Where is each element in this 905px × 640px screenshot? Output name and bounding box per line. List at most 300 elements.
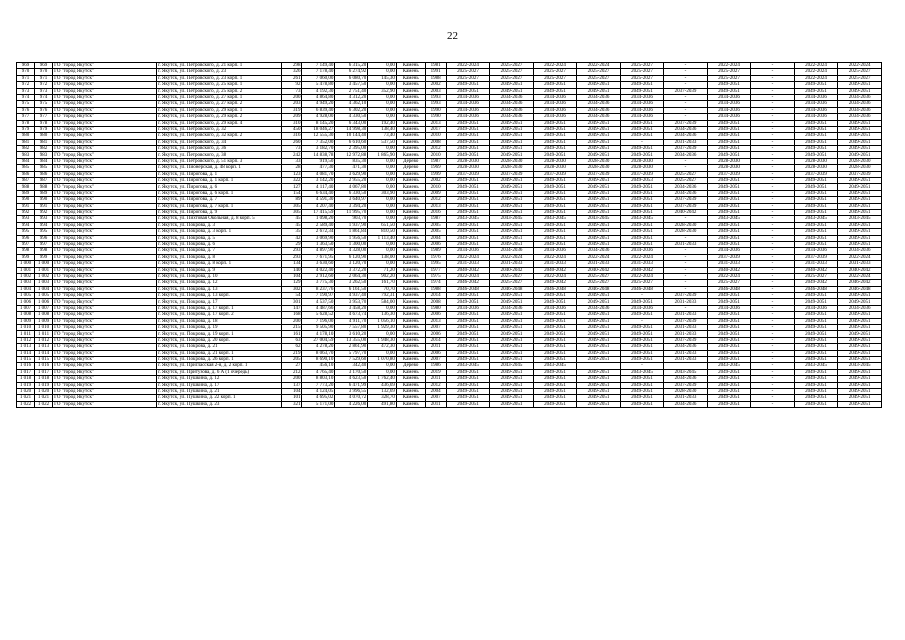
cell-municipality: ГО "город Якутск" [53,356,157,362]
cell-period-electric: 2049-2051 [707,178,751,184]
cell-period-roof: 2034-2036 [446,107,490,113]
cell-nonresidential-area: 491,80 [368,401,397,407]
cell-living-area: 13 355,00 [335,337,368,343]
cell-period-roof: 2049-2051 [446,344,490,350]
cell-residents: 62 [282,344,302,350]
cell-period-electric: 2049-2051 [707,190,751,196]
cell-address: г. Якутск, ул. Покрова, д. 3 корп. 1 [157,229,282,235]
cell-total-area: 2 912,60 [302,273,335,279]
cell-total-area: 14 838,78 [302,152,335,158]
cell-municipality: ГО "город Якутск" [53,363,157,369]
cell-period-gas: - [751,152,795,158]
cell-period-facade: 2049-2051 [490,337,534,343]
cell-period-gas: - [751,184,795,190]
cell-object-id: 1 017 [35,369,53,375]
cell-period-sewer: 2049-2051 [620,190,664,196]
cell-total-area: 4 695,02 [302,395,335,401]
cell-period-elevator: 2031-2033 [664,312,708,318]
cell-municipality: ГО "город Якутск" [53,107,157,113]
cell-build-year: 2007 [425,325,446,331]
cell-period-elevator: - [664,280,708,286]
cell-residents: 73 [282,88,302,94]
cell-period-foundation: 2049-2051 [838,350,882,356]
cell-address: г. Якутск, ул. Покрова, д. 8 [157,254,282,260]
cell-period-electric: 2049-2051 [707,139,751,145]
cell-period-water: 2049-2051 [577,350,621,356]
cell-period-electric: 2049-2051 [707,203,751,209]
cell-period-foundation: 2043-2045 [838,363,882,369]
cell-period-elevator: 2031-2033 [664,350,708,356]
cell-period-water: 2022-2024 [577,254,621,260]
cell-wall-material: Дерево [396,165,425,171]
cell-period-water: 2034-2036 [577,101,621,107]
cell-period-foundation: 2046-2042 [838,280,882,286]
cell-object-id: 971 [35,75,53,81]
cell-address: г. Якутск, ул. Пушкина, д. 22 корп. 1 [157,395,282,401]
cell-build-year: 1988 [425,286,446,292]
cell-period-water: 2049-2051 [577,299,621,305]
cell-period-foundation: 2049-2051 [838,331,882,337]
cell-period-water: 2034-2036 [577,94,621,100]
cell-object-id: 1 000 [35,261,53,267]
cell-row-number: 970 [17,69,35,75]
cell-residents: 203 [282,101,302,107]
cell-period-facade: 2049-2051 [490,369,534,375]
cell-wall-material: Камень [396,94,425,100]
cell-residents: 321 [282,401,302,407]
cell-row-number: 971 [17,75,35,81]
cell-wall-material: Камень [396,350,425,356]
cell-municipality: ГО "город Якутск" [53,139,157,145]
cell-period-water: 2049-2051 [577,293,621,299]
cell-nonresidential-area: 1 113,40 [368,235,397,241]
cell-period-basement: 2049-2051 [794,382,838,388]
cell-period-water: 2049-2051 [577,203,621,209]
cell-period-facade: 2022-2024 [490,254,534,260]
cell-build-year: 2004 [425,235,446,241]
cell-period-gas: - [751,133,795,139]
cell-period-gas: - [751,88,795,94]
cell-total-area: 5 628,52 [302,312,335,318]
cell-total-area: 8 145,20 [302,120,335,126]
cell-wall-material: Камень [396,82,425,88]
cell-nonresidential-area: 192,40 [368,120,397,126]
cell-period-sewer: 2025-2027 [620,69,664,75]
cell-period-roof: 2049-2051 [446,197,490,203]
cell-address: г. Якутск, ул. Пирогова, д. 9 [157,209,282,215]
cell-wall-material: Камень [396,75,425,81]
cell-period-sewer: 2049-2051 [620,126,664,132]
cell-residents: 42 [282,235,302,241]
cell-municipality: ГО "город Якутск" [53,369,157,375]
cell-period-roof: 2049-2051 [446,88,490,94]
cell-total-area: 3 182,70 [302,146,335,152]
cell-nonresidential-area: 0,00 [368,216,397,222]
cell-period-foundation: 2049-2051 [838,229,882,235]
cell-wall-material: Камень [396,299,425,305]
cell-residents: 92 [282,82,302,88]
cell-period-heating: 2025-2027 [533,69,577,75]
cell-period-gas: - [751,401,795,407]
cell-period-facade: 2049-2051 [490,241,534,247]
cell-residents: 129 [282,280,302,286]
cell-living-area: 10 144,40 [335,133,368,139]
cell-total-area: 4 591,30 [302,197,335,203]
cell-nonresidential-area: 436,69 [368,382,397,388]
cell-row-number: 1 019 [17,382,35,388]
cell-period-elevator: 2034-2036 [664,190,708,196]
cell-total-area: 4 897,90 [302,248,335,254]
cell-row-number: 1 016 [17,363,35,369]
cell-period-sewer: 2037-2039 [620,171,664,177]
cell-row-number: 979 [17,126,35,132]
cell-wall-material: Камень [396,305,425,311]
cell-period-elevator: 2028-2030 [664,388,708,394]
cell-total-area: 8 063,70 [302,350,335,356]
cell-period-elevator: - [664,82,708,88]
cell-period-electric: 2049-2051 [707,369,751,375]
cell-address: г. Якутск, ул. Покрова, д. 3 [157,222,282,228]
cell-build-year: 2002 [425,178,446,184]
cell-address: г. Якутск, ул. Пирогова, д. 1 корп. 1 [157,178,282,184]
cell-object-id: 977 [35,114,53,120]
cell-period-electric: 2049-2051 [707,241,751,247]
cell-period-elevator: 2031-2033 [664,331,708,337]
cell-period-water: 2043-2045 [577,216,621,222]
cell-residents: 326 [282,69,302,75]
cell-total-area: 7 196,00 [302,318,335,324]
cell-row-number: 977 [17,114,35,120]
cell-period-water: 2049-2051 [577,82,621,88]
cell-period-gas: - [751,254,795,260]
cell-period-water: 2025-2027 [577,273,621,279]
cell-nonresidential-area: 0,00 [368,94,397,100]
cell-period-gas: - [751,363,795,369]
cell-period-sewer: 2049-2051 [620,133,664,139]
cell-period-basement: 2034-2036 [794,305,838,311]
cell-period-water: 2049-2051 [577,152,621,158]
cell-period-water: 2049-2051 [577,209,621,215]
cell-period-gas: - [751,139,795,145]
cell-nonresidential-area: 138,00 [368,254,397,260]
cell-municipality: ГО "город Якутск" [53,254,157,260]
cell-nonresidential-area: 0,00 [368,63,397,69]
cell-period-foundation: 2022-2024 [838,63,882,69]
cell-period-gas: - [751,216,795,222]
cell-nonresidential-area: 0,00 [368,165,397,171]
cell-build-year: 2004 [425,388,446,394]
cell-living-area: 3 640,97 [335,197,368,203]
cell-period-basement: 2049-2042 [794,280,838,286]
cell-period-heating: 2049-2051 [533,88,577,94]
cell-period-elevator: - [664,107,708,113]
cell-period-water: 2034-2036 [577,114,621,120]
cell-build-year: 2005 [425,229,446,235]
cell-period-foundation: 2049-2051 [838,299,882,305]
cell-object-id: 986 [35,171,53,177]
cell-object-id: 1 002 [35,273,53,279]
cell-living-area: 4 312,20 [335,94,368,100]
cell-wall-material: Камень [396,280,425,286]
cell-total-area: 17 415,59 [302,209,335,215]
cell-residents: 101 [282,395,302,401]
cell-period-foundation: 2049-2051 [838,388,882,394]
cell-nonresidential-area: 0,00 [368,203,397,209]
cell-period-roof: 2049-2051 [446,350,490,356]
cell-period-gas: - [751,120,795,126]
cell-municipality: ГО "город Якутск" [53,171,157,177]
cell-wall-material: Камень [396,126,425,132]
cell-period-gas: - [751,101,795,107]
cell-row-number: 1 022 [17,401,35,407]
cell-residents: 242 [282,152,302,158]
cell-period-basement: 2049-2051 [794,222,838,228]
cell-municipality: ГО "город Якутск" [53,376,157,382]
cell-row-number: 1 012 [17,337,35,343]
cell-period-electric: 2049-2051 [707,235,751,241]
cell-period-gas: - [751,241,795,247]
cell-address: г. Якутск, ул. Пихтовая Окольная, д. 8 корп. 5 [157,216,282,222]
cell-period-electric: 2022-2024 [707,273,751,279]
cell-residents: 310 [282,120,302,126]
cell-object-id: 1 010 [35,325,53,331]
cell-residents: 27 [282,363,302,369]
cell-residents: 305 [282,203,302,209]
cell-living-area: 4 623,50 [335,376,368,382]
cell-period-sewer: 2049-2051 [620,184,664,190]
cell-total-area: 4 178,10 [302,331,335,337]
cell-period-foundation: 2034-2036 [838,107,882,113]
cell-residents: 147 [282,305,302,311]
cell-period-roof: 2049-2051 [446,120,490,126]
cell-build-year: 1993 [425,101,446,107]
cell-living-area: 471,30 [335,165,368,171]
cell-period-basement: 2049-2051 [794,184,838,190]
cell-object-id: 993 [35,216,53,222]
cell-period-heating: 2040-2042 [533,267,577,273]
cell-period-sewer: 2049-2051 [620,241,664,247]
cell-period-roof: 2049-2051 [446,395,490,401]
cell-object-id: 1 007 [35,305,53,311]
cell-period-elevator: 2025-2027 [664,171,708,177]
cell-address: г. Якутск, ул. Пушкина, д. 21 [157,388,282,394]
cell-build-year: 2012 [425,382,446,388]
cell-period-facade: 2031-2033 [490,261,534,267]
cell-period-elevator: 2037-2039 [664,382,708,388]
cell-period-foundation: 2049-2051 [838,395,882,401]
cell-address: г. Якутск, ул. Покрова, д. 17 корп. 2 [157,312,282,318]
cell-object-id: 1 008 [35,312,53,318]
cell-period-facade: 2025-2027 [490,273,534,279]
cell-total-area: 7 352,00 [302,139,335,145]
cell-living-area: 3 120,70 [335,261,368,267]
cell-object-id: 981 [35,139,53,145]
cell-period-gas: - [751,356,795,362]
cell-period-water: 2049-2051 [577,331,621,337]
cell-period-basement: 2022-2024 [794,63,838,69]
cell-period-sewer: 2034-2036 [620,114,664,120]
cell-address: г. Якутск, ул. Пригласская 2-я, д. 2 корп. 1 [157,363,282,369]
cell-row-number: 1 004 [17,286,35,292]
cell-residents: 127 [282,184,302,190]
cell-build-year: 1999 [425,171,446,177]
cell-period-electric: 2025-2027 [707,69,751,75]
cell-residents: 200 [282,318,302,324]
cell-period-water: 2049-2051 [577,222,621,228]
cell-municipality: ГО "город Якутск" [53,388,157,394]
cell-address: г. Якутск, ул. Покрова, д. 21 [157,344,282,350]
cell-row-number: 1 018 [17,376,35,382]
cell-total-area: 4 278,20 [302,344,335,350]
cell-living-area: 4 328,00 [335,248,368,254]
cell-build-year: 1987 [425,216,446,222]
cell-period-basement: 2049-2051 [794,350,838,356]
cell-period-gas: - [751,395,795,401]
cell-period-facade: 2034-2036 [490,94,534,100]
cell-period-foundation: 2049-2051 [838,344,882,350]
cell-period-sewer: 2046-2048 [620,286,664,292]
cell-object-id: 1 020 [35,388,53,394]
cell-period-roof: 2049-2051 [446,146,490,152]
cell-period-water: 2049-2051 [577,235,621,241]
cell-address: г. Якутск, ул. Петровского, д. 29 корп. 1 [157,107,282,113]
cell-build-year: 1974 [425,280,446,286]
cell-period-heating: 2049-2051 [533,401,577,407]
cell-row-number: 994 [17,222,35,228]
cell-period-water: 2028-2030 [577,165,621,171]
cell-period-roof: 2049-2051 [446,299,490,305]
cell-wall-material: Камень [396,178,425,184]
cell-period-elevator: - [664,286,708,292]
cell-row-number: 973 [17,88,35,94]
cell-build-year: 2006 [425,312,446,318]
cell-period-facade: 2049-2051 [490,312,534,318]
cell-municipality: ГО "город Якутск" [53,120,157,126]
cell-period-heating: 2049-2051 [533,331,577,337]
cell-build-year: 2016 [425,209,446,215]
cell-municipality: ГО "город Якутск" [53,318,157,324]
cell-wall-material: Камень [396,318,425,324]
cell-period-roof: 2049-2051 [446,235,490,241]
cell-period-facade: 2037-2039 [490,171,534,177]
cell-living-area: 1 861,84 [335,229,368,235]
cell-object-id: 983 [35,152,53,158]
cell-residents: 29 [282,241,302,247]
cell-period-roof: 2049-2051 [446,401,490,407]
cell-period-heating: 2025-2027 [533,75,577,81]
cell-living-area: 6 161,50 [335,286,368,292]
cell-total-area: 4 081,70 [302,171,335,177]
cell-living-area: 2 955,20 [335,178,368,184]
cell-period-heating: 2028-2030 [533,158,577,164]
cell-row-number: 993 [17,216,35,222]
cell-period-elevator: 2034-2036 [664,184,708,190]
cell-period-elevator: 2037-2039 [664,337,708,343]
cell-period-elevator: 2028-2030 [664,229,708,235]
cell-period-elevator: - [664,158,708,164]
cell-object-id: 1 003 [35,280,53,286]
cell-period-water: 2049-2051 [577,184,621,190]
cell-address: г. Якутск, ул. Пирогова, д. 7 корп. 1 [157,203,282,209]
cell-period-facade: 2049-2051 [490,88,534,94]
cell-wall-material: Дерево [396,216,425,222]
cell-total-area: 919,50 [302,158,335,164]
cell-residents: 293 [282,248,302,254]
cell-total-area: 18 046,27 [302,126,335,132]
cell-period-sewer: - [620,139,664,145]
cell-period-basement: 2049-2051 [794,299,838,305]
cell-total-area: 27 004,59 [302,337,335,343]
cell-period-electric: 2049-2051 [707,88,751,94]
cell-object-id: 998 [35,248,53,254]
cell-wall-material: Камень [396,203,425,209]
cell-period-facade: 2049-2051 [490,190,534,196]
cell-living-area: 4 362,10 [335,101,368,107]
cell-municipality: ГО "город Якутск" [53,190,157,196]
cell-period-gas: - [751,344,795,350]
cell-municipality: ГО "город Якутск" [53,203,157,209]
cell-build-year: 1993 [425,94,446,100]
cell-period-elevator: 2031-2033 [664,241,708,247]
cell-period-gas: - [751,350,795,356]
cell-period-elevator: - [664,248,708,254]
cell-period-heating: 2034-2036 [533,114,577,120]
cell-period-heating: 2043-2045 [533,216,577,222]
cell-living-area: 3 610,20 [335,331,368,337]
cell-period-sewer: 2049-2051 [620,88,664,94]
cell-row-number: 1 014 [17,350,35,356]
cell-period-elevator: - [664,69,708,75]
cell-row-number: 1 015 [17,356,35,362]
cell-build-year: 2012 [425,197,446,203]
cell-period-roof: 2049-2051 [446,325,490,331]
cell-object-id: 970 [35,69,53,75]
cell-period-facade: 2028-2030 [490,165,534,171]
cell-living-area: 6 610,60 [335,139,368,145]
cell-period-foundation: 2049-2051 [838,126,882,132]
cell-period-basement: 2049-2051 [794,369,838,375]
cell-row-number: 992 [17,209,35,215]
cell-period-elevator: - [664,305,708,311]
cell-build-year: 1981 [425,63,446,69]
cell-period-elevator: 2034-2036 [664,401,708,407]
cell-period-basement: 2034-2036 [794,101,838,107]
cell-period-basement: 2043-2045 [794,216,838,222]
cell-build-year: 2010 [425,152,446,158]
cell-period-water: 2049-2051 [577,401,621,407]
cell-wall-material: Камень [396,248,425,254]
cell-total-area: 4 487,66 [302,305,335,311]
cell-period-foundation: 2022-2024 [838,254,882,260]
cell-period-roof: 2049-2051 [446,152,490,158]
cell-address: г. Якутск, ул. Пирогова, д. 6 [157,184,282,190]
cell-period-water: 2049-2051 [577,190,621,196]
cell-period-foundation: 2040-2042 [838,267,882,273]
cell-total-area: 8 690,10 [302,356,335,362]
cell-period-foundation: 2049-2051 [838,356,882,362]
cell-row-number: 1 010 [17,325,35,331]
cell-build-year: 1988 [425,75,446,81]
cell-living-area: 1 956,50 [335,235,368,241]
cell-total-area: 7 149,40 [302,63,335,69]
cell-period-water: 2049-2051 [577,120,621,126]
cell-nonresidential-area: 71,20 [368,267,397,273]
cell-total-area: 5 171,00 [302,401,335,407]
cell-period-heating: 2049-2051 [533,241,577,247]
cell-residents: 209 [282,114,302,120]
cell-total-area: 7 060,00 [302,75,335,81]
cell-nonresidential-area: 1 929,30 [368,325,397,331]
